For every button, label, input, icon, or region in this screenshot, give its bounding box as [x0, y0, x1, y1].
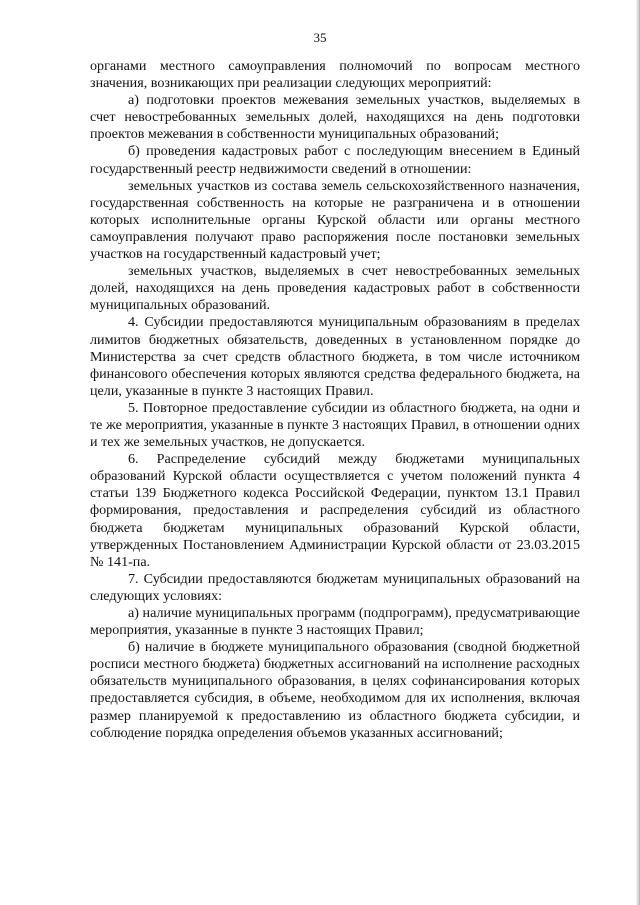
paragraph-item-a: а) подготовки проектов межевания земельных участков, выделяемых в счет невостребованных земельных долей, находящихся на день подготовки проектов межевания в собственности муниципальных образований;: [90, 92, 580, 143]
paragraph-clause-4: 4. Субсидии предоставляются муниципальным образованиям в пределах лимитов бюджетных обязательств, доведенных в установленном порядке до Министерства за счет средств областного бюджета, в том числе источником финансового обеспечения которых являются средства федерального бюджета, на цели, указанные в пункте 3 настоящих Правил.: [90, 314, 580, 399]
page-number: 35: [313, 30, 327, 45]
paragraph-continuation: органами местного самоуправления полномочий по вопросам местного значения, возникающих при реализации следующих мероприятий:: [90, 58, 580, 92]
paragraph-clause-7-b: б) наличие в бюджете муниципального образования (сводной бюджетной росписи местного бюджета) бюджетных ассигнований на исполнение расходных обязательств муниципального образования, в целях софинансирования которых предоставляется субсидия, в объеме, необходимом для их исполнения, включая размер планируемой к предоставлению из областного бюджета субсидии, и соблюдение порядка определения объемов указанных ассигнований;: [90, 639, 580, 741]
document-body: [90, 58, 580, 742]
paragraph-subitem-land-plots-state: земельных участков из состава земель сельскохозяйственного назначения, государственная собственность на которые не разграничена и в отношении которых исполнительные органы Курской области или органы местного самоуправления получают право распоряжения после постановки земельных участков на государственный кадастровый учет;: [90, 177, 580, 263]
paragraph-clause-5: 5. Повторное предоставление субсидии из областного бюджета, на одни и те же мероприятия, указанные в пункте 3 настоящих Правил, в отношении одних и тех же земельных участков, не допускается.: [90, 399, 580, 451]
paragraph-clause-7: 7. Субсидии предоставляются бюджетам муниципальных образований на следующих условиях:: [90, 570, 580, 604]
scan-edge: [636, 0, 639, 905]
paragraph-subitem-land-plots-shares: земельных участков, выделяемых в счет невостребованных земельных долей, находящихся на день проведения кадастровых работ в собственности муниципальных образований.: [90, 263, 580, 314]
paragraph-item-b: б) проведения кадастровых работ с последующим внесением в Единый государственный реестр недвижимости сведений в отношении:: [90, 143, 580, 177]
paragraph-clause-7-a: а) наличие муниципальных программ (подпрограмм), предусматривающие мероприятия, указанные в пункте 3 настоящих Правил;: [90, 605, 580, 639]
paragraph-clause-6: 6. Распределение субсидий между бюджетами муниципальных образований Курской области осуществляется с учетом положений пункта 4 статьи 139 Бюджетного кодекса Российской Федерации, пунктом 13.1 Правил формирования, предоставления и распределения субсидий из областного бюджета бюджетам муниципальных образований Курской области, утвержденных Постановлением Администрации Курской области от 23.03.2015 № 141-па.: [90, 451, 580, 570]
